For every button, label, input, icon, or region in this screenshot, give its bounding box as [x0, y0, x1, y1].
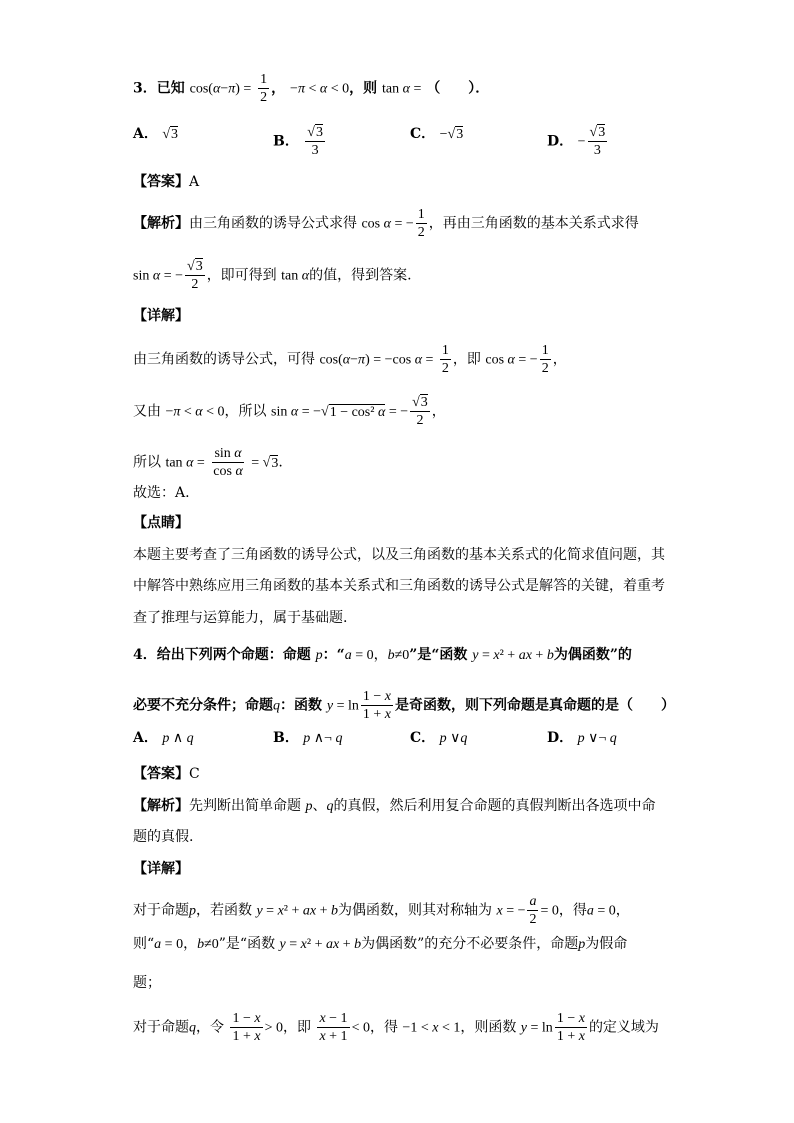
- q3-comment-line3: 查了推理与运算能力，属于基础题.: [133, 610, 348, 626]
- q3-detail-line1: 由三角函数的诱导公式，可得 cos(α−π) = −cos α = $\frac{1}{2}$ ，即 cos α = − $\frac{1}{2}$ ，: [133, 343, 567, 376]
- q4-option-a: A． p ∧ q: [133, 730, 194, 746]
- math-expr: −π < α < 0: [290, 81, 350, 97]
- math-expr: tan α =: [382, 81, 422, 97]
- q4-detail-line3: 题；: [133, 975, 161, 991]
- q3-answer: 【答案】A: [133, 174, 200, 190]
- q3-comment-tag: 【点睛】: [133, 515, 189, 531]
- q4-analysis-line1: 【解析】先判断出简单命题 p、q的真假，然后利用复合命题的真假判断出各选项中命: [133, 798, 656, 814]
- q3-detail-line2: 又由 −π < α < 0，所以 sin α = −√1 − cos² α = − $\frac{√3}{2}$ ，: [133, 395, 446, 428]
- q4-option-d: D． p ∨¬ q: [547, 730, 617, 746]
- q3-detail-tag: 【详解】: [133, 308, 189, 324]
- q4-detail-line1: 对于命题p，若函数 y = x² + ax + b为偶函数，则其对称轴为 x = − $\frac{a}{2}$ = 0，得a = 0，: [133, 894, 630, 927]
- q3-analysis-line1: 【解析】由三角函数的诱导公式求得 cos α = − $\frac{1}{2}$ ，再由三角函数的基本关系式求得: [133, 207, 639, 240]
- q3-analysis-line2: sin α = − $\frac{√3}{2}$ ，即可得到 tan α的值，得到答案.: [133, 259, 412, 292]
- q4-detail-tag: 【详解】: [133, 861, 189, 877]
- q3-option-c: C． −√3: [410, 126, 464, 142]
- q4-detail-line4: 对于命题q，令 $\frac{1 - x}{1 + x}$ > 0，即 $\frac{x - 1}{x + 1}$ < 0，得 −1 < x < 1，则函数 y = ln $\frac{1 - x}{1 + x}$ 的定义域为: [133, 1011, 659, 1044]
- q3-option-a: A． √3: [133, 126, 179, 142]
- fraction: $\frac{1}{2}$: [260, 72, 268, 105]
- q4-stem-line2: 必要不充分条件；命题q：函数 y = ln $\frac{1 - x}{1 + x}$ 是奇函数，则下列命题是真命题的是（ ）: [133, 689, 676, 722]
- q3-stem: 3．已知 cos(α−π) = $\frac{1}{2}$ ， −π < α < 0，则 tan α = （ ）．: [133, 72, 490, 105]
- q3-number: 3．: [133, 80, 157, 97]
- q4-number: 4．: [133, 647, 157, 663]
- q4-detail-line2: 则“a = 0，b≠0”是“函数 y = x² + ax + b为偶函数”的充分不必要条件，命题p为假命: [133, 936, 628, 952]
- q4-stem-line1: 4．给出下列两个命题：命题 p：“a = 0，b≠0”是“函数 y = x² + ax + b为偶函数”的: [133, 647, 632, 663]
- q3-detail-line3: 所以 tan α = $\frac{\text{sin α}}{\text{cos α}}$ = √3.: [133, 446, 283, 479]
- q4-option-c: C． p ∨q: [410, 730, 468, 746]
- math-expr: cos(α−π) =: [189, 81, 252, 97]
- q3-comment-line1: 本题主要考查了三角函数的诱导公式，以及三角函数的基本关系式的化简求值问题，其: [133, 547, 665, 563]
- q3-detail-line4: 故选：A.: [133, 485, 190, 501]
- q4-answer: 【答案】C: [133, 766, 200, 782]
- q3-option-d: D． − $\frac{√3}{3}$: [547, 125, 606, 158]
- q4-option-b: B． p ∧¬ q: [273, 730, 343, 746]
- q4-analysis-line2: 题的真假.: [133, 829, 194, 845]
- q3-option-b: B． $\frac{√3}{3}$: [273, 125, 323, 158]
- q3-comment-line2: 中解答中熟练应用三角函数的基本关系式和三角函数的诱导公式是解答的关键，着重考: [133, 578, 665, 594]
